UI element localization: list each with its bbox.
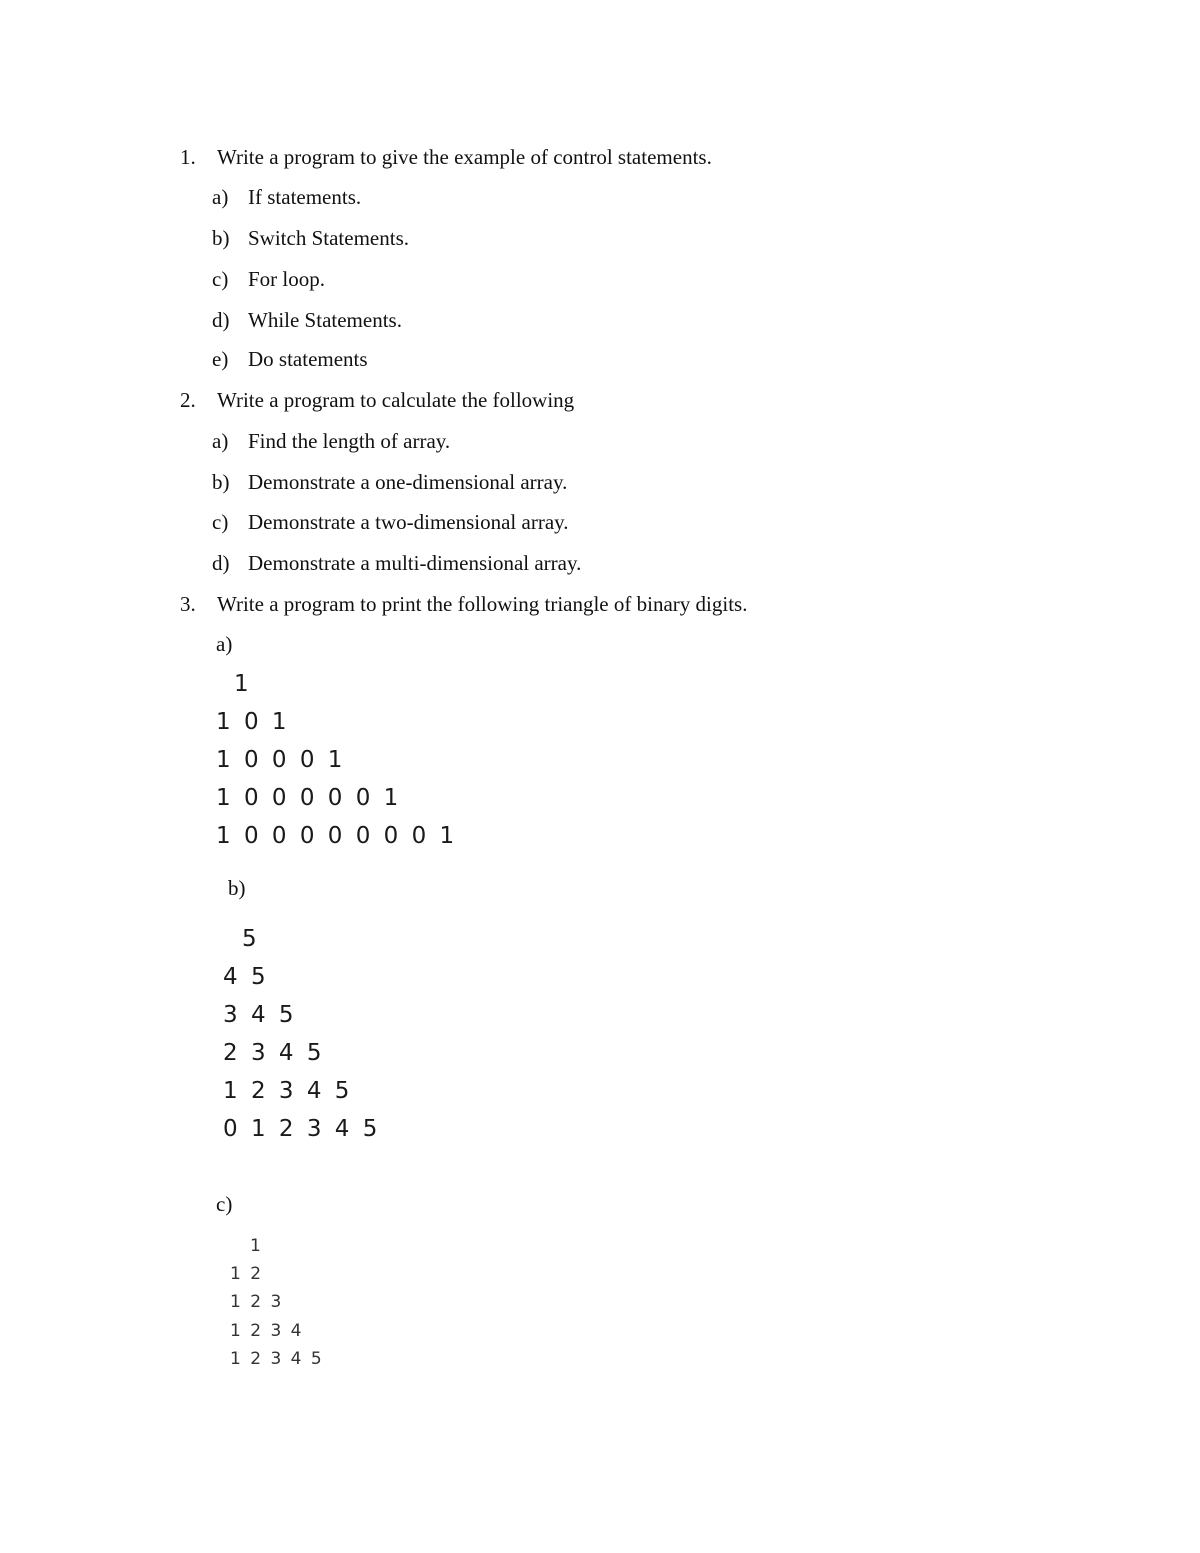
pattern-c-row: 1 2 3 4: [230, 1321, 304, 1341]
question-3-number: 3.: [180, 592, 196, 616]
pattern-b-row: 3 4 5: [223, 1002, 297, 1028]
pattern-a-row: 1 0 0 0 0 0 1: [216, 785, 402, 811]
question-1-number: 1.: [180, 145, 196, 169]
pattern-b-row: 0 1 2 3 4 5: [223, 1116, 381, 1142]
pattern-b-row: 2 3 4 5: [223, 1040, 325, 1066]
q1-item-d-text: While Statements.: [248, 308, 402, 332]
pattern-c-row: 1 2: [230, 1264, 264, 1284]
pattern-b-row: 4 5: [223, 964, 269, 990]
q1-item-a-marker: a): [212, 185, 229, 209]
q1-item-a-text: If statements.: [248, 185, 362, 209]
q2-item-c-text: Demonstrate a two-dimensional array.: [248, 510, 569, 534]
pattern-b-row: 5: [242, 926, 260, 952]
pattern-a-row: 1: [234, 671, 252, 697]
q2-item-c-marker: c): [212, 510, 229, 534]
q2-item-b-text: Demonstrate a one-dimensional array.: [248, 470, 568, 494]
question-2-number: 2.: [180, 388, 196, 412]
q2-item-d-marker: d): [212, 551, 230, 575]
pattern-c-row: 1: [250, 1236, 263, 1256]
pattern-c-row: 1 2 3 4 5: [230, 1349, 324, 1369]
question-2-text: Write a program to calculate the following: [217, 388, 575, 412]
q2-item-a-text: Find the length of array.: [248, 429, 451, 453]
pattern-a-row: 1 0 0 0 1: [216, 747, 346, 773]
q1-item-b-marker: b): [212, 226, 230, 250]
q1-item-e-text: Do statements: [248, 347, 368, 371]
pattern-b-row: 1 2 3 4 5: [223, 1078, 353, 1104]
question-3-text: Write a program to print the following triangle of binary digits.: [217, 592, 748, 616]
q1-item-c-text: For loop.: [248, 267, 326, 291]
q2-item-b-marker: b): [212, 470, 230, 494]
pattern-b-label: b): [228, 876, 246, 900]
q1-item-d-marker: d): [212, 308, 230, 332]
pattern-a-row: 1 0 0 0 0 0 0 0 1: [216, 823, 458, 849]
q1-item-e-marker: e): [212, 347, 229, 371]
pattern-c-label: c): [216, 1192, 233, 1216]
q1-item-b-text: Switch Statements.: [248, 226, 409, 250]
question-1-text: Write a program to give the example of control statements.: [217, 145, 712, 169]
pattern-a-row: 1 0 1: [216, 709, 290, 735]
q1-item-c-marker: c): [212, 267, 229, 291]
q2-item-d-text: Demonstrate a multi-dimensional array.: [248, 551, 582, 575]
pattern-a-label: a): [216, 632, 233, 656]
q2-item-a-marker: a): [212, 429, 229, 453]
pattern-c-row: 1 2 3: [230, 1292, 284, 1312]
